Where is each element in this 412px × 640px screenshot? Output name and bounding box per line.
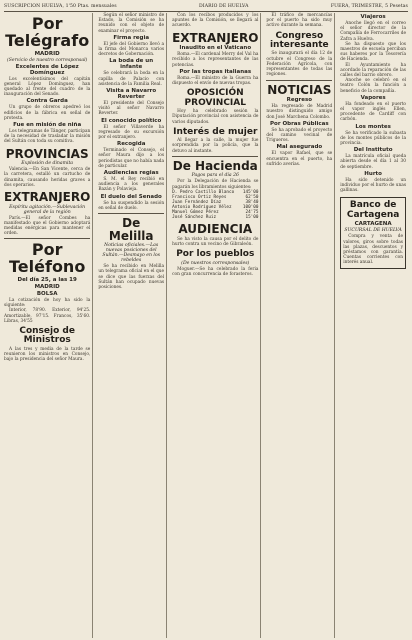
subhead: MADRID [34, 284, 60, 291]
ledger-row: D. Pedro Castillo Blanco 145'00 [172, 189, 259, 195]
section-heading: Excelentes de López Domínguez [15, 63, 79, 76]
article-paragraph: Se ha visto la causa por el delito de hurto contra un vecino de Gibraleón. [172, 236, 259, 248]
headline-de-melilla: De Melilla [108, 216, 154, 243]
subhead: Del día 25, a las 19 [17, 277, 77, 284]
article-paragraph: Anoche llegó en el correo el señor director de la Compañía de Ferrocarriles de Zafra a Huelva. [340, 21, 407, 42]
section-heading: Recogida [116, 141, 146, 148]
section-heading: Del Instituto [353, 147, 393, 154]
headline-por-telegrafo: Por Telégrafo [5, 14, 90, 50]
payments-ledger [172, 190, 258, 221]
divider [266, 80, 332, 81]
article-paragraph: Los excelentísimos del capitán general López Domínguez, han quedado al frente del cuadro de la inauguración del Senado. [4, 76, 91, 98]
kicker: Espíritu agitación.—Sublevación general de la región [9, 204, 86, 215]
article-paragraph: S. M. el Rey recibió en audiencia a los generales Bazán y Polavieja. [98, 177, 165, 193]
ledger-row: José Sánchez Ruiz 15'00 [172, 215, 259, 221]
article-paragraph: El jefe del Gobierno llevó a la firma del Monarca varios decretos de Gobernación. [98, 41, 165, 58]
article-paragraph: Roma.—El ministro de la Guerra ha dispuesto el envío de nuevas tropas. [172, 75, 259, 87]
article-paragraph: Se ha recibido en Melilla un telegrama oficial en el que se dice que las fuerzas del Sultán han ocupado nuevas posiciones. [98, 264, 165, 291]
column-4 [266, 13, 335, 638]
article-paragraph: Roma.—El cardenal Merry del Val ha recibido a los representantes de las potencias. [172, 52, 259, 68]
kicker: (Servicio de nuestro corresponsal) [6, 57, 88, 63]
headline-de-hacienda: De Hacienda [172, 158, 258, 173]
article-paragraph: París.—El señor Combes ha manifestado que el Gobierno adoptará medidas enérgicas para mantener el orden. [4, 215, 91, 237]
column-1 [4, 13, 93, 638]
article-paragraph: Terminado el Consejo, el señor Maura dijo a los periodistas que no había nada de particular. [98, 148, 165, 169]
article-paragraph: Ha sido detenido un individuo por el hurto de unas gallinas. [340, 177, 407, 194]
section-heading: Viajeros [360, 14, 386, 20]
section-heading: Mal asegurado [276, 144, 323, 151]
masthead-right: FUERA, TRIMESTRE, 5 Pesetas [330, 4, 408, 9]
headline-provincias: PROVINCIAS [5, 146, 89, 161]
ledger-row: Manuel Gómez Pérez 24'75 [172, 210, 259, 216]
article-paragraph: La matrícula oficial queda abierta desde el día 1 al 30 de septiembre. [340, 154, 407, 170]
masthead-title: DIARIO DE HUELVA [199, 4, 249, 9]
column-3 [172, 13, 261, 638]
divider [98, 213, 164, 214]
section-heading: Inaudito en el Vaticano [179, 45, 252, 52]
section-heading: Por las tropas italianas [179, 68, 252, 75]
section-heading: La boda de un infante [109, 58, 154, 71]
article-paragraph: Según el señor ministro de Estado, la Comisión se ha reunido con el objeto de examinar el proyecto. [98, 13, 165, 34]
stock-quotes: Interior, 78'90. Exterior, 94'25. Amortizable, 97'15. Francos, 35'60. Libras, 34'55 [4, 308, 91, 324]
article-paragraph: Los telegramas de Tánger, participan de la necesidad de trasladar la misión del Sultán con toda su comitiva. [4, 129, 91, 145]
article-paragraph: Se ha aprobado el proyecto del camino vecinal de Trigueros. [266, 127, 333, 144]
article-paragraph: Un grupo de obreros apedreó los edificios de la fábrica en señal de protesta. [4, 105, 91, 121]
subhead-madrid: MADRID [34, 50, 60, 57]
headline-oposicion-provincial: OPOSICIÓN PROVINCIAL [184, 88, 246, 108]
article-paragraph: Se ha suspendido la sesión en señal de duelo. [98, 200, 165, 211]
column-5 [340, 13, 408, 638]
article-paragraph: Por la Delegación de Hacienda se pagarán los libramientos siguientes: [172, 179, 259, 190]
headline-congreso-interesante: Congreso interesante [269, 30, 329, 51]
article-paragraph: Con los recibos producidos y los apuntes de la Comisión, se llegará al acuerdo. [172, 13, 259, 29]
article-paragraph: Ha regresado de Madrid nuestro distinguido amigo don José Marchena Colombo. [266, 104, 333, 120]
masthead [4, 2, 408, 12]
article-paragraph: El tráfico de mercancías por el puerto ha sido muy activo durante la semana. [266, 13, 333, 29]
article-paragraph: El vapor Rafael, que se encuentra en el puerto, ha sufrido averías. [266, 151, 333, 167]
article-paragraph: Se ha verificado la subasta de los montes públicos de la provincia. [340, 130, 407, 147]
section-heading: Hurto [364, 170, 382, 177]
ledger-row: Juan Fernández Díaz 38'40 [172, 199, 259, 205]
subhead-bolsa: BOLSA [36, 291, 58, 298]
article-paragraph: La cotización de hoy ha sido la siguiente: [4, 298, 91, 309]
headline-noticias: NOTICIAS [267, 82, 332, 97]
headline-extranjero: EXTRANJERO [4, 190, 91, 205]
headline-extranjero: EXTRANJERO [172, 30, 259, 45]
article-paragraph: Hoy ha celebrado sesión la Diputación provincial con asistencia de varios diputados. [172, 109, 259, 125]
section-heading: El conocido político [101, 117, 162, 124]
section-heading: El duelo del Senado [100, 193, 162, 200]
article-paragraph: Se celebrará la boda en la capilla de Palacio con asistencia de la Familia Real. [98, 71, 165, 87]
kicker: Noticias oficiales.—Las nuevas posiciones del Sultán.—Desmayo en los rebeldes [102, 243, 160, 264]
advert-title: Banco de Cartagena [346, 200, 400, 220]
article-paragraph: El Ayuntamiento ha acordado la reparación de las calles del barrio obrero. [340, 62, 407, 79]
kicker: (De nuestros corresponsales) [181, 260, 250, 266]
section-heading: Contra Garda [26, 98, 68, 105]
kicker: Pagos para el día 26 [191, 173, 239, 179]
column-2 [98, 13, 167, 638]
article-paragraph: Anoche se celebró en el teatro Colón la función a beneficio de la compañía. [340, 78, 407, 94]
section-heading: Firma regia [113, 34, 150, 41]
article-paragraph: Moguer.—Se ha celebrado la feria con gran concurrencia de forasteros. [172, 266, 259, 277]
article-paragraph: Se inaugurará el día 12 de octubre el Congreso de la Federación Agrícola, con representantes de todas las regiones. [266, 51, 333, 78]
headline-por-los-pueblos: Por los pueblos [176, 249, 255, 260]
section-heading: Los montes [355, 123, 391, 130]
ledger-row: Francisco Ortiz Reyes 62'50 [172, 194, 259, 200]
advert-text: Compra y venta de valores, giros sobre todas las plazas, descuentos y préstamos con garantía. Cuentas corrientes con interés anual. [343, 234, 404, 266]
headline-interes-de-mujer: Interés de mujer [173, 126, 258, 137]
article-paragraph: A las tres y media de la tarde se reunieron los ministros en Consejo, bajo la presidencia del señor Maura. [4, 346, 91, 363]
headline-consejo-ministros: Consejo de Ministros [19, 326, 75, 346]
article-paragraph: El presidente del Consejo visitó al señor Navarro Reverter. [98, 101, 165, 117]
kicker: Explosión de dinamita [21, 161, 74, 167]
article-paragraph: Valencia.—En San Vicente, cerca de la carretera, estalló un cartucho de dinamita, causando heridas graves a dos operarios. [4, 167, 91, 188]
article-paragraph: Al llegar a la calle, la mujer fue sorprendida por la policía, que la detuvo al instante. [172, 138, 259, 154]
section-heading: Visita a Navarro Reverter [106, 88, 157, 101]
section-heading: Por Obras Públicas [270, 120, 329, 127]
article-paragraph: Ha fondeado en el puerto el vapor inglés Ellen, procedente de Cardiff con carbón. [340, 101, 407, 123]
divider [172, 156, 258, 157]
article-paragraph: Se ha dispuesto que los maestros de escuela perciban sus haberes por la Tesorería de Hacienda. [340, 41, 407, 63]
section-heading: Fue en misión de niña [13, 122, 82, 129]
bank-advertisement [340, 197, 406, 268]
masthead-left: SUSCRIPCION HUELVA, 1'50 Ptas. mensuales [4, 4, 117, 9]
ledger-row: Antonio Rodríguez Vélez 100'00 [172, 205, 259, 211]
article-paragraph: El señor Villaverde ha regresado de su excursión por el extranjero. [98, 124, 165, 141]
headline-audiencia: AUDIENCIA [178, 222, 253, 237]
section-heading: Regreso [286, 97, 313, 104]
columns [4, 13, 408, 638]
headline-por-telefono: Por Teléfono [9, 240, 86, 277]
section-heading: Audiencias regias [103, 170, 159, 177]
divider [4, 238, 90, 239]
section-heading: Vapores [360, 94, 386, 101]
advert-kicker: SUCURSAL DE HUELVA [344, 228, 402, 234]
advert-subtitle: CARTAGENA [354, 221, 392, 228]
